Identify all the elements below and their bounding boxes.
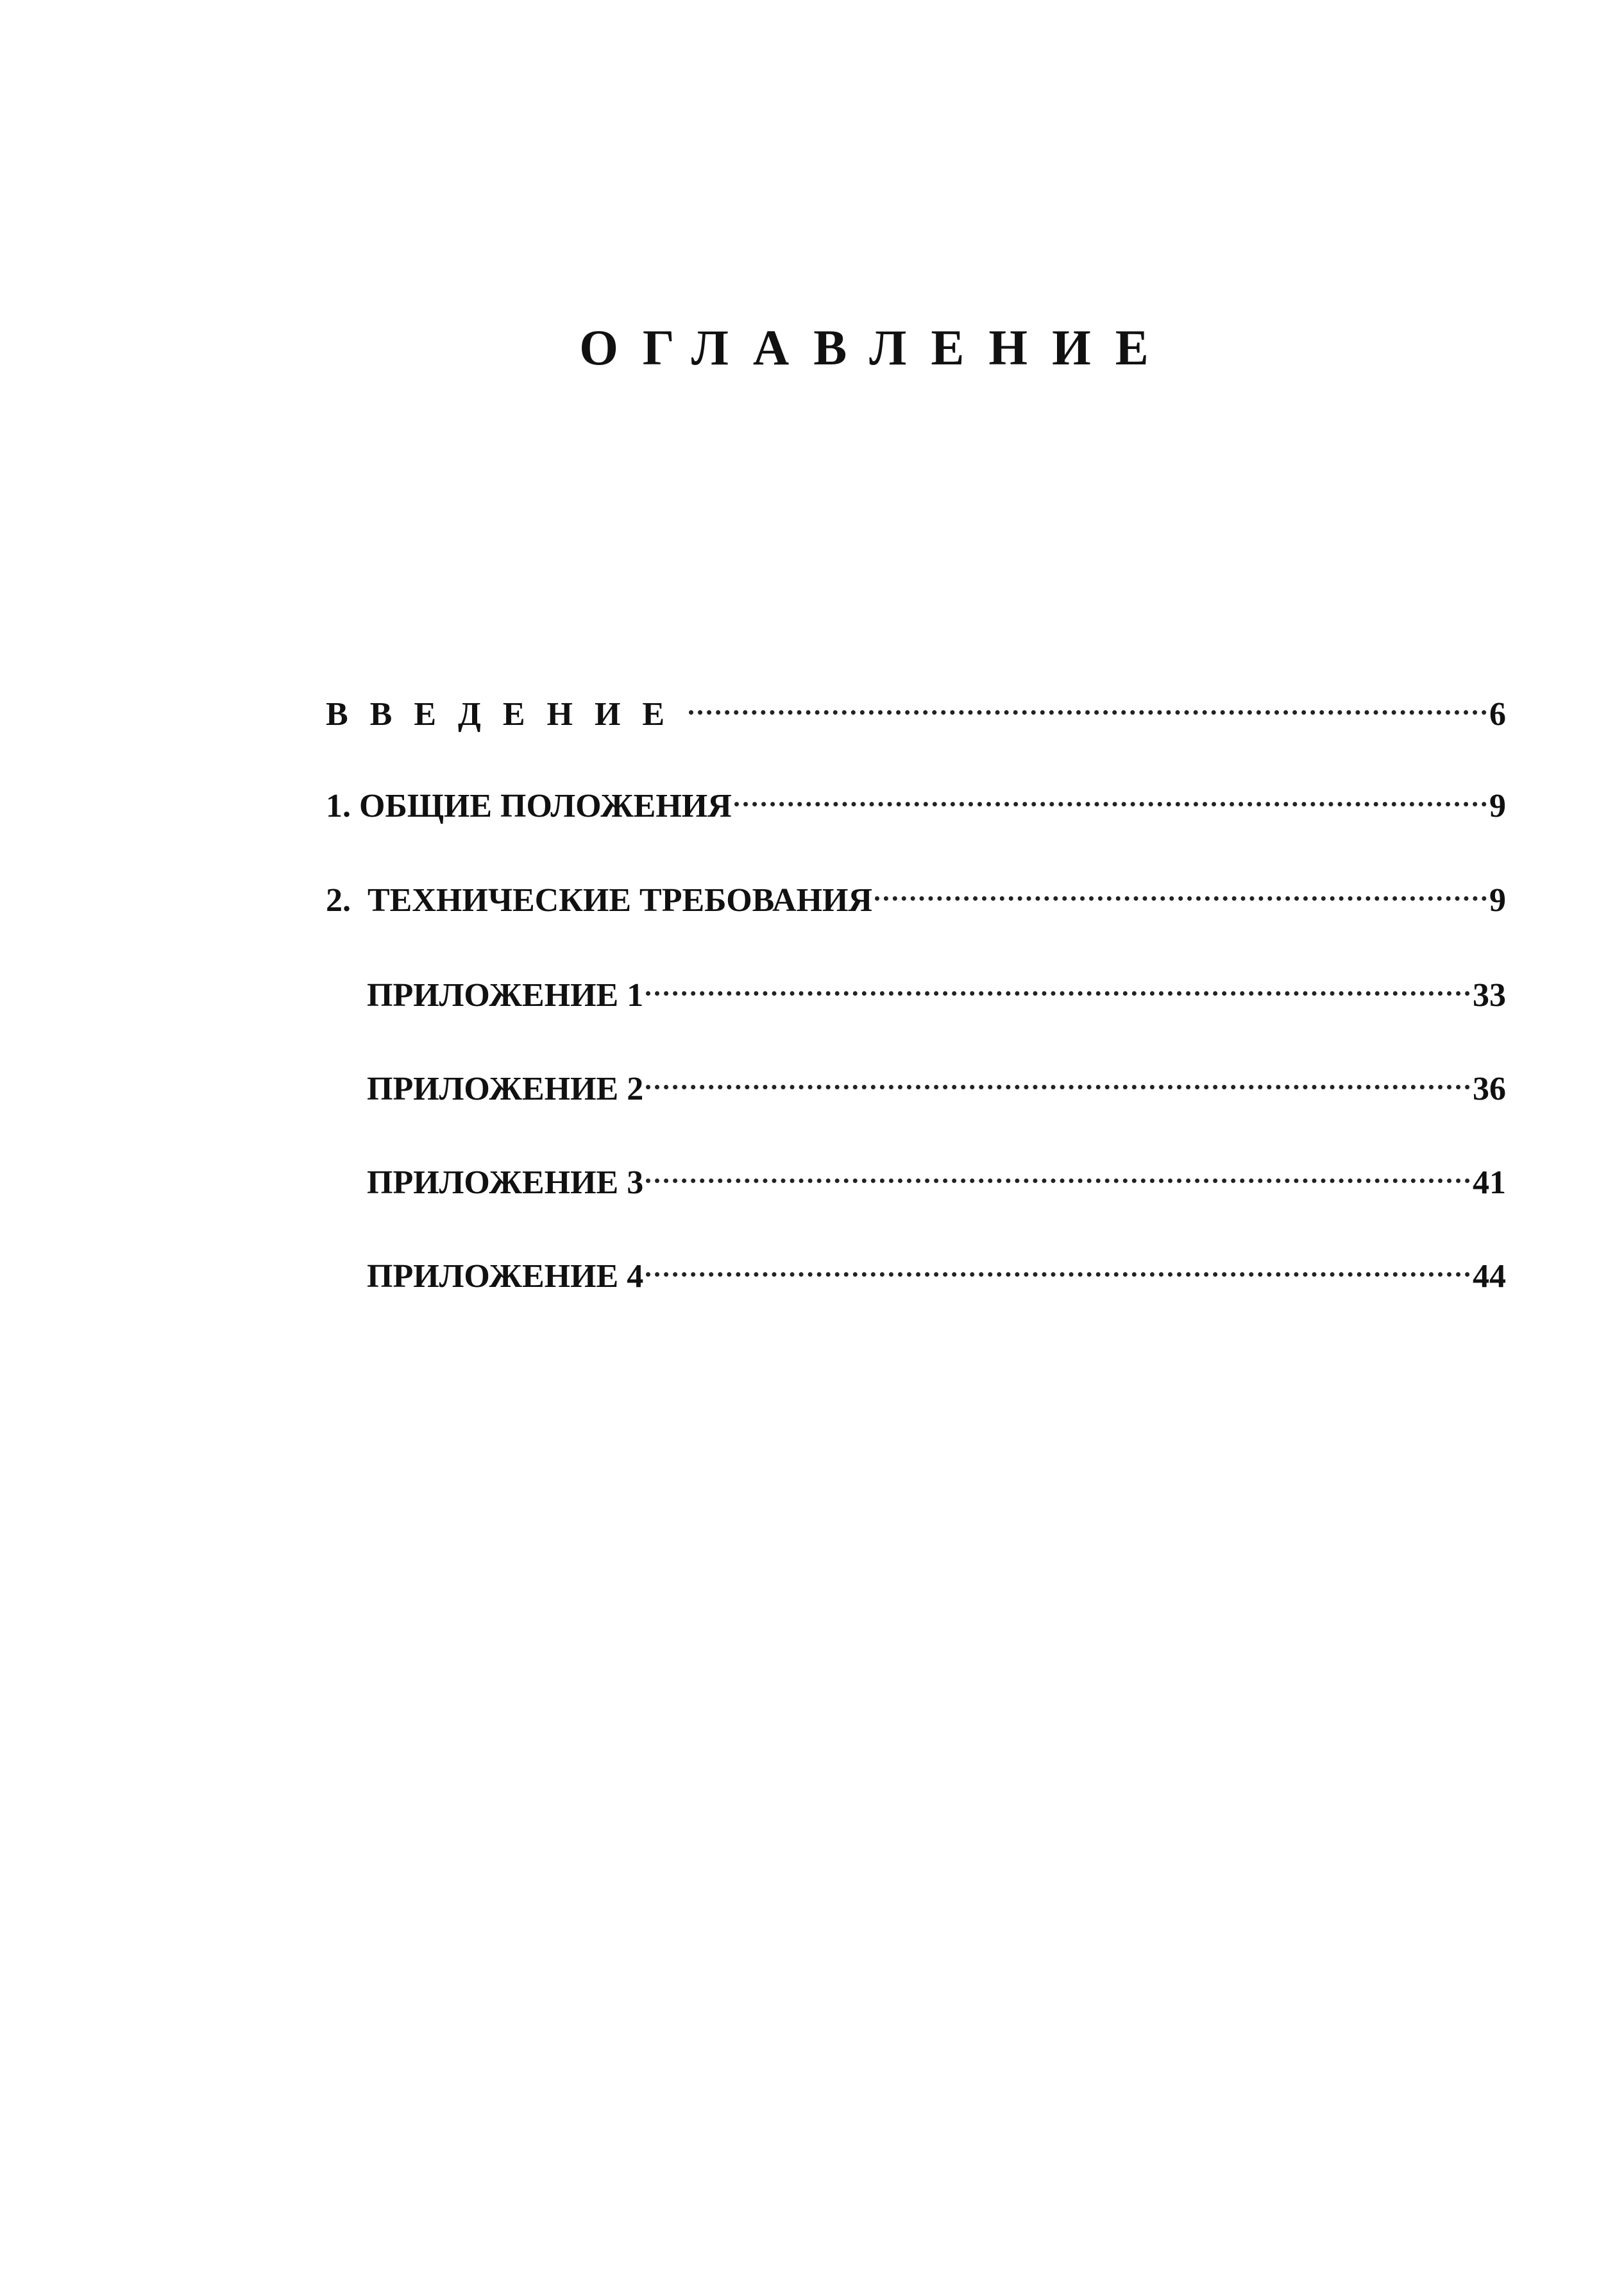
- toc-entry-label: ПРИЛОЖЕНИЕ 2: [367, 1071, 644, 1107]
- toc-entry-label: ПРИЛОЖЕНИЕ 1: [367, 977, 644, 1014]
- toc-entry-page: 33: [1473, 977, 1506, 1014]
- toc-entry-label: ВВЕДЕНИЕ: [326, 696, 687, 733]
- dot-leader: [646, 1242, 1470, 1287]
- toc-entry-label: 1. ОБЩИЕ ПОЛОЖЕНИЯ: [326, 788, 732, 824]
- dot-leader: [646, 961, 1470, 1006]
- toc-entry-label: 2. ТЕХНИЧЕСКИЕ ТРЕБОВАНИЯ: [326, 882, 873, 919]
- toc-entry-appendix-4[interactable]: [367, 1242, 1506, 1295]
- dot-leader: [646, 1148, 1470, 1193]
- toc-entry-introduction[interactable]: [326, 680, 1506, 733]
- dot-leader: [689, 680, 1487, 725]
- toc-entry-general-provisions[interactable]: [326, 772, 1506, 824]
- toc-entry-page: 6: [1489, 696, 1506, 733]
- toc-entry-page: 41: [1473, 1164, 1506, 1201]
- dot-leader: [734, 772, 1487, 817]
- toc-entry-page: 9: [1489, 882, 1506, 919]
- toc-entry-page: 36: [1473, 1071, 1506, 1107]
- toc-entry-appendix-3[interactable]: [367, 1148, 1506, 1201]
- toc-entry-appendix-2[interactable]: [367, 1055, 1506, 1107]
- toc-entry-technical-requirements[interactable]: [326, 866, 1506, 919]
- toc-entry-appendix-1[interactable]: [367, 961, 1506, 1014]
- page-title: ОГЛАВЛЕНИЕ: [579, 319, 1173, 375]
- dot-leader: [875, 866, 1487, 911]
- dot-leader: [646, 1055, 1470, 1100]
- toc-entry-page: 44: [1473, 1258, 1506, 1295]
- toc-entry-label: ПРИЛОЖЕНИЕ 3: [367, 1164, 644, 1201]
- toc-entry-label: ПРИЛОЖЕНИЕ 4: [367, 1258, 644, 1295]
- toc-entry-page: 9: [1489, 788, 1506, 824]
